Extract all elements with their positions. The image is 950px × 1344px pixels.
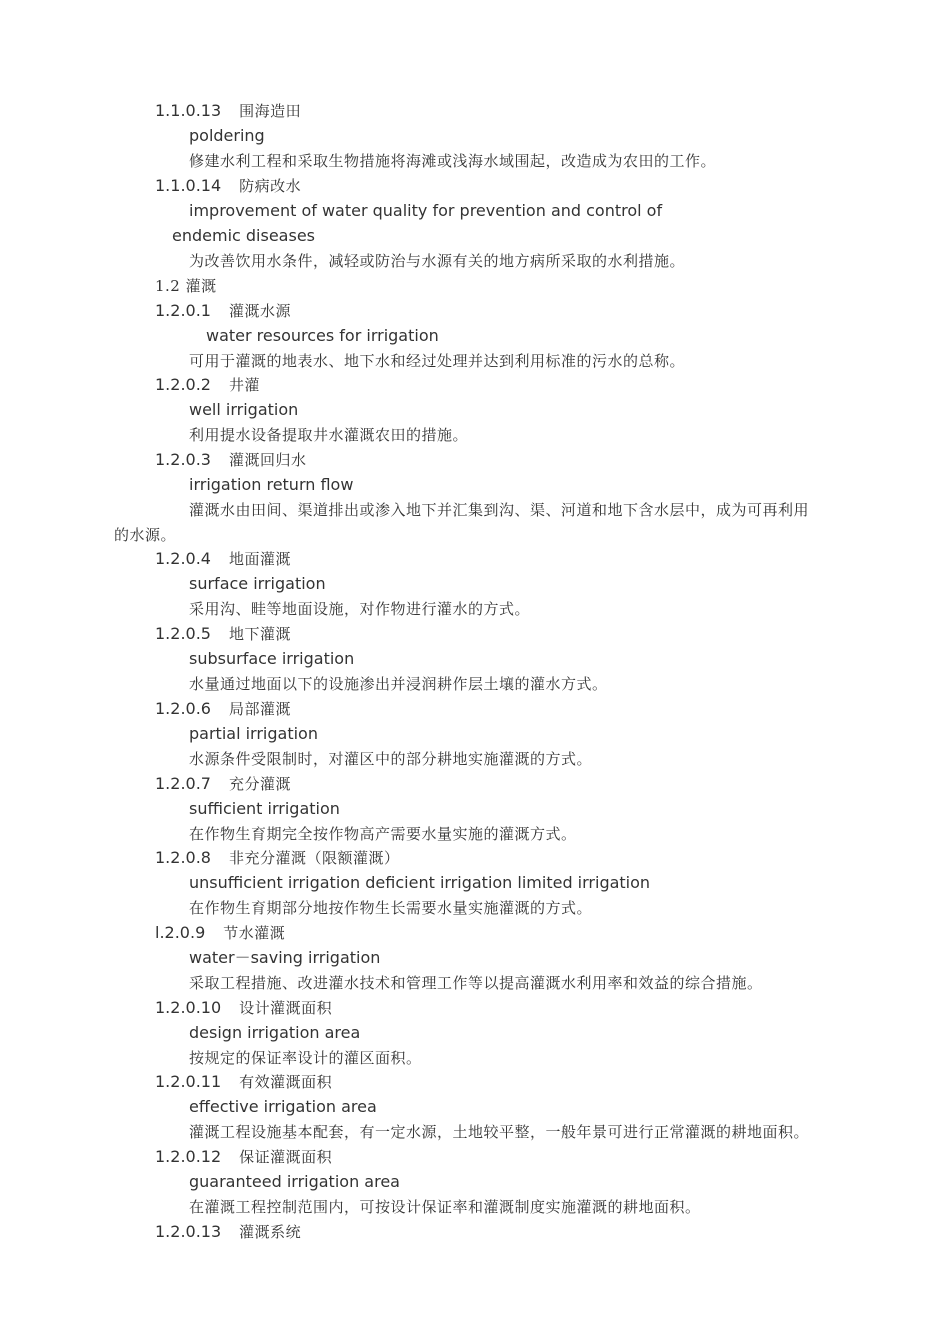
term-chinese: 井灌 — [228, 376, 260, 394]
term-definition-continued: 的水源。 — [114, 526, 177, 544]
term-heading — [155, 622, 291, 646]
term-chinese: 设计灌溉面积 — [239, 999, 333, 1017]
term-definition: 采用沟、畦等地面设施，对作物进行灌水的方式。 — [189, 600, 531, 618]
term-english: well irrigation — [189, 400, 299, 419]
term-heading — [155, 448, 307, 472]
term-chinese: 地下灌溉 — [228, 625, 291, 643]
term-heading — [155, 846, 400, 870]
term-heading — [155, 1145, 332, 1169]
term-english: water－saving irrigation — [189, 948, 381, 967]
term-heading — [155, 921, 285, 945]
term-number: l.2.0.9 — [155, 923, 206, 942]
term-english: surface irrigation — [189, 574, 326, 593]
term-definition: 灌溉工程设施基本配套，有一定水源，土地较平整，一般年景可进行正常灌溉的耕地面积。 — [189, 1123, 810, 1141]
term-definition: 水源条件受限制时，对灌区中的部分耕地实施灌溉的方式。 — [189, 750, 593, 768]
term-heading — [155, 174, 301, 198]
term-english: irrigation return flow — [189, 475, 354, 494]
term-definition: 水量通过地面以下的设施渗出并浸润耕作层土壤的灌水方式。 — [189, 675, 608, 693]
term-english: unsufficient irrigation deficient irrigation limited irrigation — [189, 873, 651, 892]
term-english: partial irrigation — [189, 724, 318, 743]
term-definition: 采取工程措施、改进灌水技术和管理工作等以提高灌溉水利用率和效益的综合措施。 — [189, 974, 763, 992]
term-english: sufficient irrigation — [189, 799, 340, 818]
term-definition: 修建水利工程和采取生物措施将海滩或浅海水域围起，改造成为农田的工作。 — [189, 152, 717, 170]
term-number: 1.2.0.1 — [155, 301, 211, 320]
term-number: 1.1.0.13 — [155, 101, 222, 120]
term-chinese: 防病改水 — [239, 177, 302, 195]
term-heading — [155, 1070, 332, 1094]
term-heading — [155, 1220, 301, 1244]
term-definition: 按规定的保证率设计的灌区面积。 — [189, 1049, 422, 1067]
term-heading — [155, 299, 291, 323]
term-number: 1.2.0.8 — [155, 848, 211, 867]
term-chinese: 灌溉系统 — [239, 1223, 302, 1241]
term-chinese: 保证灌溉面积 — [239, 1148, 333, 1166]
term-definition: 在作物生育期部分地按作物生长需要水量实施灌溉的方式。 — [189, 899, 593, 917]
term-definition: 为改善饮用水条件，减轻或防治与水源有关的地方病所采取的水利措施。 — [189, 252, 686, 270]
term-heading — [155, 697, 291, 721]
term-chinese: 地面灌溉 — [228, 550, 291, 568]
term-definition: 灌溉水由田间、渠道排出或渗入地下并汇集到沟、渠、河道和地下含水层中，成为可再利用 — [189, 501, 810, 519]
term-chinese: 节水灌溉 — [223, 924, 286, 942]
term-english: water resources for irrigation — [206, 326, 439, 345]
term-number: 1.2.0.3 — [155, 450, 211, 469]
term-number: 1.2.0.10 — [155, 998, 222, 1017]
section-heading: 1.2 灌溉 — [155, 277, 217, 295]
term-english: guaranteed irrigation area — [189, 1172, 400, 1191]
term-definition: 可用于灌溉的地表水、地下水和经过处理并达到利用标准的污水的总称。 — [189, 352, 686, 370]
term-chinese: 局部灌溉 — [228, 700, 291, 718]
term-chinese: 充分灌溉 — [228, 775, 291, 793]
term-number: 1.2.0.2 — [155, 375, 211, 394]
term-heading — [155, 772, 291, 796]
term-english: poldering — [189, 126, 265, 145]
term-number: 1.2.0.12 — [155, 1147, 222, 1166]
term-number: 1.2.0.5 — [155, 624, 211, 643]
term-chinese: 围海造田 — [239, 102, 302, 120]
term-number: 1.2.0.11 — [155, 1072, 222, 1091]
term-chinese: 非充分灌溉（限额灌溉） — [228, 849, 400, 867]
term-definition: 在灌溉工程控制范围内，可按设计保证率和灌溉制度实施灌溉的耕地面积。 — [189, 1198, 701, 1216]
term-number: 1.1.0.14 — [155, 176, 222, 195]
term-number: 1.2.0.4 — [155, 549, 211, 568]
term-number: 1.2.0.13 — [155, 1222, 222, 1241]
term-english: effective irrigation area — [189, 1097, 377, 1116]
term-heading — [155, 373, 260, 397]
term-heading — [155, 547, 291, 571]
term-definition: 利用提水设备提取井水灌溉农田的措施。 — [189, 426, 469, 444]
term-chinese: 灌溉回归水 — [228, 451, 307, 469]
term-heading — [155, 996, 332, 1020]
term-chinese: 灌溉水源 — [228, 302, 291, 320]
term-english: subsurface irrigation — [189, 649, 355, 668]
term-heading — [155, 99, 301, 123]
term-english-continued: endemic diseases — [172, 226, 315, 245]
term-definition: 在作物生育期完全按作物高产需要水量实施的灌溉方式。 — [189, 825, 577, 843]
term-english: design irrigation area — [189, 1023, 361, 1042]
term-number: 1.2.0.7 — [155, 774, 211, 793]
term-number: 1.2.0.6 — [155, 699, 211, 718]
term-chinese: 有效灌溉面积 — [239, 1073, 333, 1091]
term-english: improvement of water quality for prevention and control of — [189, 201, 663, 220]
